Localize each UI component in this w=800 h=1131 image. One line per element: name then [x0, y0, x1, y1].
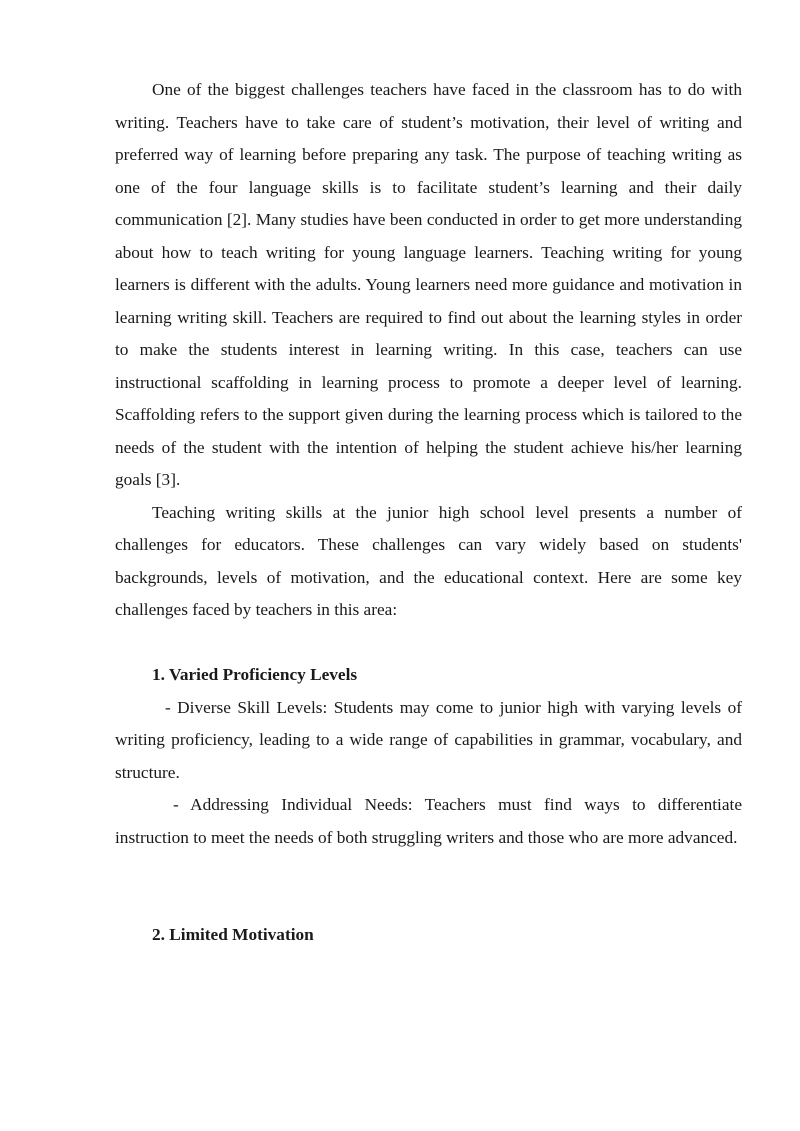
paragraph-challenges: Teaching writing skills at the junior high school level presents a number of challenges for educators. These challenges can vary widely based on students' backgrounds, levels of motivation, and the educational context. Here are some key challenges faced by teachers in this area:: [115, 502, 742, 619]
bullet-addressing-individual-needs: - Addressing Individual Needs: Teachers must find ways to differentiate instruction to meet the needs of both struggling writers and those who are more advanced.: [115, 795, 742, 847]
bullet-diverse-skill-levels: - Diverse Skill Levels: Students may come to junior high with varying levels of writing proficiency, leading to a wide range of capabilities in grammar, vocabulary, and structure.: [115, 697, 742, 782]
section-heading-1: 1. Varied Proficiency Levels: [152, 665, 358, 684]
document-page: [115, 74, 742, 952]
spacer: [115, 627, 742, 660]
section-heading-2: 2. Limited Motivation: [152, 925, 314, 944]
spacer: [115, 854, 742, 919]
paragraph-intro: One of the biggest challenges teachers have faced in the classroom has to do with writing. Teachers have to take care of student’s motivation, their level of writing and preferred way of learning before preparing any task. The purpose of teaching writing as one of the four language skills is to facilitate student’s learning and their daily communication [2]. Many studies have been conducted in order to get more understanding about how to teach writing for young language learners. Teaching writing for young learners is different with the adults. Young learners need more guidance and motivation in learning writing skill. Teachers are required to find out about the learning styles in order to make the students interest in learning writing. In this case, teachers can use instructional scaffolding in learning process to promote a deeper level of learning. Scaffolding refers to the support given during the learning process which is tailored to the needs of the student with the intention of helping the student achieve his/her learning goals [3].: [115, 80, 742, 489]
